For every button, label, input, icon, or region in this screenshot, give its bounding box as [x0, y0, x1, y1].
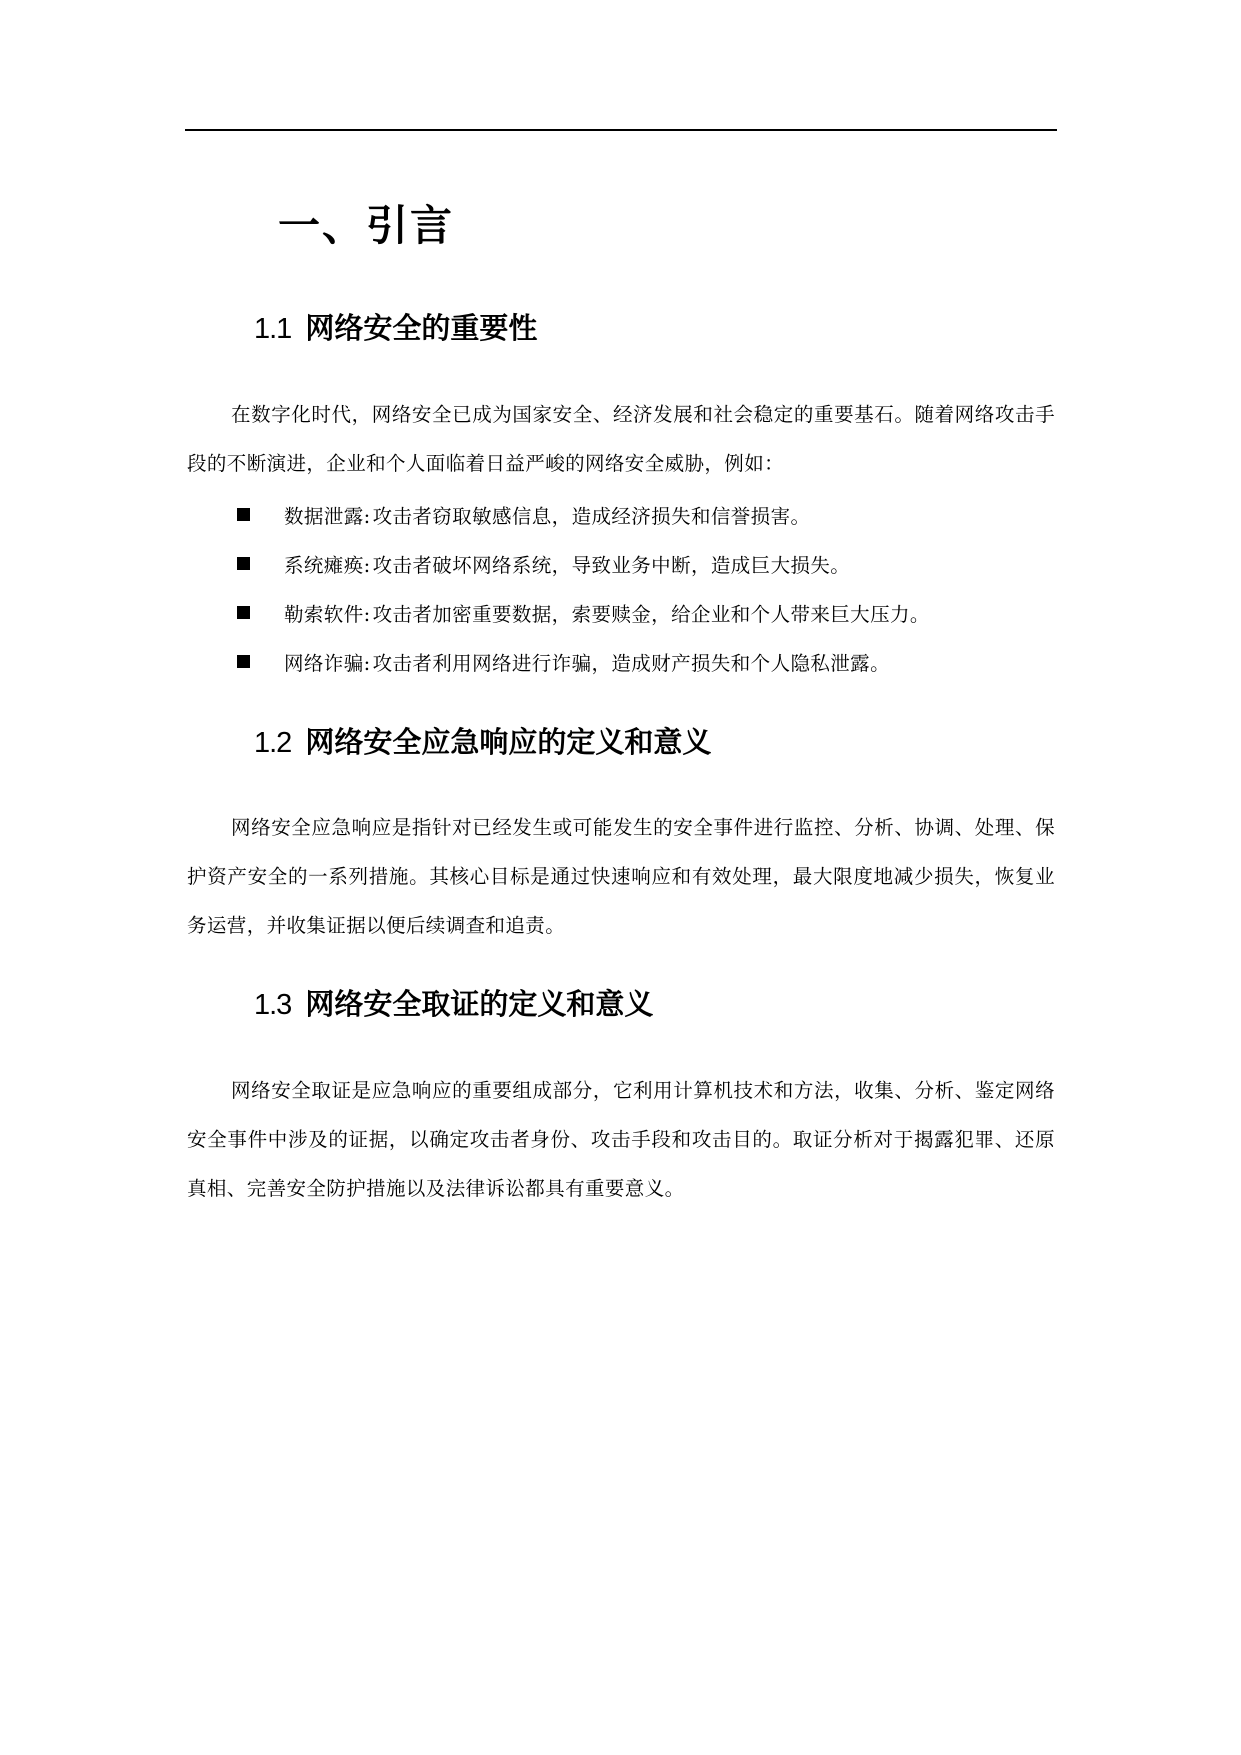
bullet-term: 勒索软件:: [284, 602, 371, 626]
chapter-title: 一、引言: [278, 201, 455, 250]
paragraph-forensics: 网络安全取证是应急响应的重要组成部分，它利用计算机技术和方法，收集、分析、鉴定网络安全事件中涉及的证据，以确定攻击者身份、攻击手段和攻击目的。取证分析对于揭露犯罪、还原真相、完善安全防护措施以及法律诉讼都具有重要意义。: [187, 1079, 1055, 1200]
paragraph-importance: 在数字化时代，网络安全已成为国家安全、经济发展和社会稳定的重要基石。随着网络攻击手段的不断演进，企业和个人面临着日益严峻的网络安全威胁，例如：: [187, 403, 1055, 475]
list-item: [237, 490, 930, 539]
section-title-text: 网络安全的重要性: [305, 311, 538, 345]
bullet-term: 网络诈骗:: [284, 651, 371, 675]
bullet-text: 攻击者加密重要数据，索要赎金，给企业和个人带来巨大压力。: [372, 602, 930, 626]
section-heading-1-1: [254, 308, 537, 349]
square-bullet-icon: [237, 557, 250, 570]
section-number: 1.3: [254, 989, 292, 1021]
square-bullet-icon: [237, 655, 250, 668]
bullet-text: 攻击者利用网络进行诈骗，造成财产损失和个人隐私泄露。: [372, 651, 890, 675]
square-bullet-icon: [237, 606, 250, 619]
header-rule: [185, 129, 1057, 131]
section-title-text: 网络安全取证的定义和意义: [305, 987, 654, 1021]
square-bullet-icon: [237, 508, 250, 521]
bullet-text: 攻击者窃取敏感信息，造成经济损失和信誉损害。: [372, 504, 811, 528]
section-heading-1-2: [254, 722, 711, 763]
section-heading-1-3: [254, 984, 653, 1025]
section-title-text: 网络安全应急响应的定义和意义: [305, 725, 712, 759]
paragraph-incident-response: 网络安全应急响应是指针对已经发生或可能发生的安全事件进行监控、分析、协调、处理、保护资产安全的一系列措施。其核心目标是通过快速响应和有效处理，最大限度地减少损失，恢复业务运营，并收集证据以便后续调查和追责。: [187, 816, 1055, 937]
list-item: [237, 637, 930, 686]
bullet-term: 数据泄露:: [284, 504, 371, 528]
bullet-text: 攻击者破坏网络系统，导致业务中断，造成巨大损失。: [372, 553, 851, 577]
section-number: 1.1: [254, 313, 292, 345]
list-item: [237, 539, 930, 588]
threat-list: [237, 490, 930, 686]
bullet-term: 系统瘫痪:: [284, 553, 371, 577]
list-item: [237, 588, 930, 637]
section-number: 1.2: [254, 727, 292, 759]
